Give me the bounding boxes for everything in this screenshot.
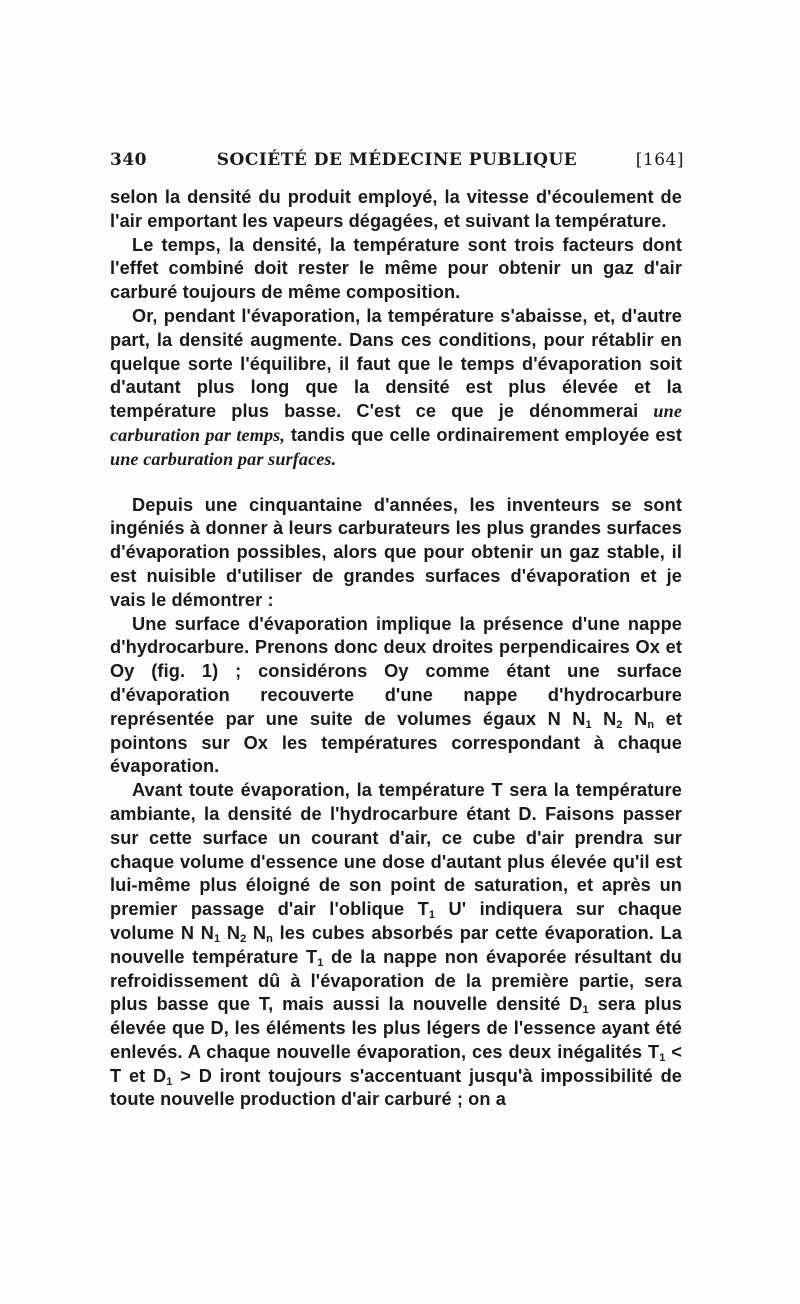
subscript: n (647, 718, 655, 731)
subscript: n (266, 932, 273, 945)
paragraph-6-text-d: N (246, 922, 267, 943)
paragraph-6-text-i: > D iront toujours s'accentuant jusqu'à impossibilité de toute nouvelle production d'air carburé ; on a (110, 1065, 682, 1110)
paragraph-6-text-c: N (220, 922, 241, 943)
paragraph-2: Le temps, la densité, la température sont trois facteurs dont l'effet combiné doit rester le même pour obtenir un gaz d'air carburé toujours de même composition. (110, 234, 682, 303)
page-number: 340 (110, 150, 147, 170)
subscript: 1 (166, 1075, 173, 1088)
paragraph-5 (110, 613, 682, 780)
italic-carburation-par-surfaces: une carburation par surfaces. (110, 448, 337, 469)
body-text (110, 186, 682, 1112)
paragraph-5-text-b: N (591, 708, 617, 729)
paragraph-3 (110, 305, 682, 472)
paragraph-4: Depuis une cinquantaine d'années, les inventeurs se sont ingéniés à donner à leurs carburateurs les plus grandes surfaces d'évaporation possibles, alors que pour obtenir un gaz stable, il est nuisible d'utiliser de grandes surfaces d'évaporation et je vais le démontrer : (110, 494, 682, 610)
paragraph-5-text-d: et pointons sur Ox les températures correspondant à chaque évaporation. (110, 708, 682, 777)
subscript: 2 (616, 718, 623, 731)
subscript: 1 (585, 718, 592, 731)
subscript: 1 (659, 1051, 666, 1064)
paragraph-5-text-a: Une surface d'évaporation implique la présence d'une nappe d'hydrocarbure. Prenons donc deux droites perpendicaires Ox et Oy (fig. 1) ; considérons Oy comme étant une surface d'évaporation recouverte d'une nappe d'hydrocarbure représentée par une suite de volumes égaux N N (110, 613, 682, 729)
paragraph-6-text-g: sera plus élevée que D, les éléments les plus légers de l'essence ayant été enlevés. A chaque nouvelle évaporation, ces deux inégalités T (110, 994, 682, 1062)
paragraph-6-text-h: < T et D (110, 1041, 682, 1086)
page-header (110, 150, 684, 176)
paragraph-6-text-b: U' indiquera sur chaque volume N N (110, 899, 683, 943)
paragraph-6-text-a: Avant toute évaporation, la température T sera la température ambiante, la densité de l'hydrocarbure étant D. Faisons passer sur cette surface un courant d'air, ce cube d'air prendra sur chaque volume d'essence une dose d'autant plus élevée qu'il est lui-même plus éloigné de son point de saturation, et après un premier passage d'air l'oblique T (110, 780, 682, 920)
bracket-number: [164] (635, 150, 684, 170)
paragraph-3-text-b: tandis que celle ordinairement employée est (290, 424, 682, 445)
subscript: 1 (582, 1004, 589, 1017)
paragraph-6 (110, 779, 682, 1112)
paragraph-6-text-e: les cubes absorbés par cette évaporation. La nouvelle température T (110, 922, 682, 967)
running-title: SOCIÉTÉ DE MÉDECINE PUBLIQUE (216, 150, 578, 170)
italic-carburation-par-temps: une carburation par temps, (110, 401, 682, 445)
paragraph-1: selon la densité du produit employé, la vitesse d'écoulement de l'air emportant les vapeurs dégagées, et suivant la température. (110, 187, 682, 231)
subscript: 2 (240, 932, 247, 945)
subscript: 1 (214, 932, 221, 945)
paragraph-5-text-c: N (622, 708, 648, 729)
subscript: 1 (317, 956, 324, 969)
paragraph-6-text-f: de la nappe non évaporée résultant du refroidissement dû à l'évaporation de la première partie, sera plus basse que T, mais aussi la nouvelle densité D (110, 946, 682, 1015)
paragraph-3-text-a: Or, pendant l'évaporation, la température s'abaisse, et, d'autre part, la densité augmente. Dans ces conditions, pour rétablir en quelque sorte l'équilibre, il faut que le temps d'évaporation soit d'autant plus long que la densité est plus élevée et la température plus basse. C'est ce que je dénommerai (110, 305, 682, 422)
subscript: 1 (428, 909, 436, 922)
